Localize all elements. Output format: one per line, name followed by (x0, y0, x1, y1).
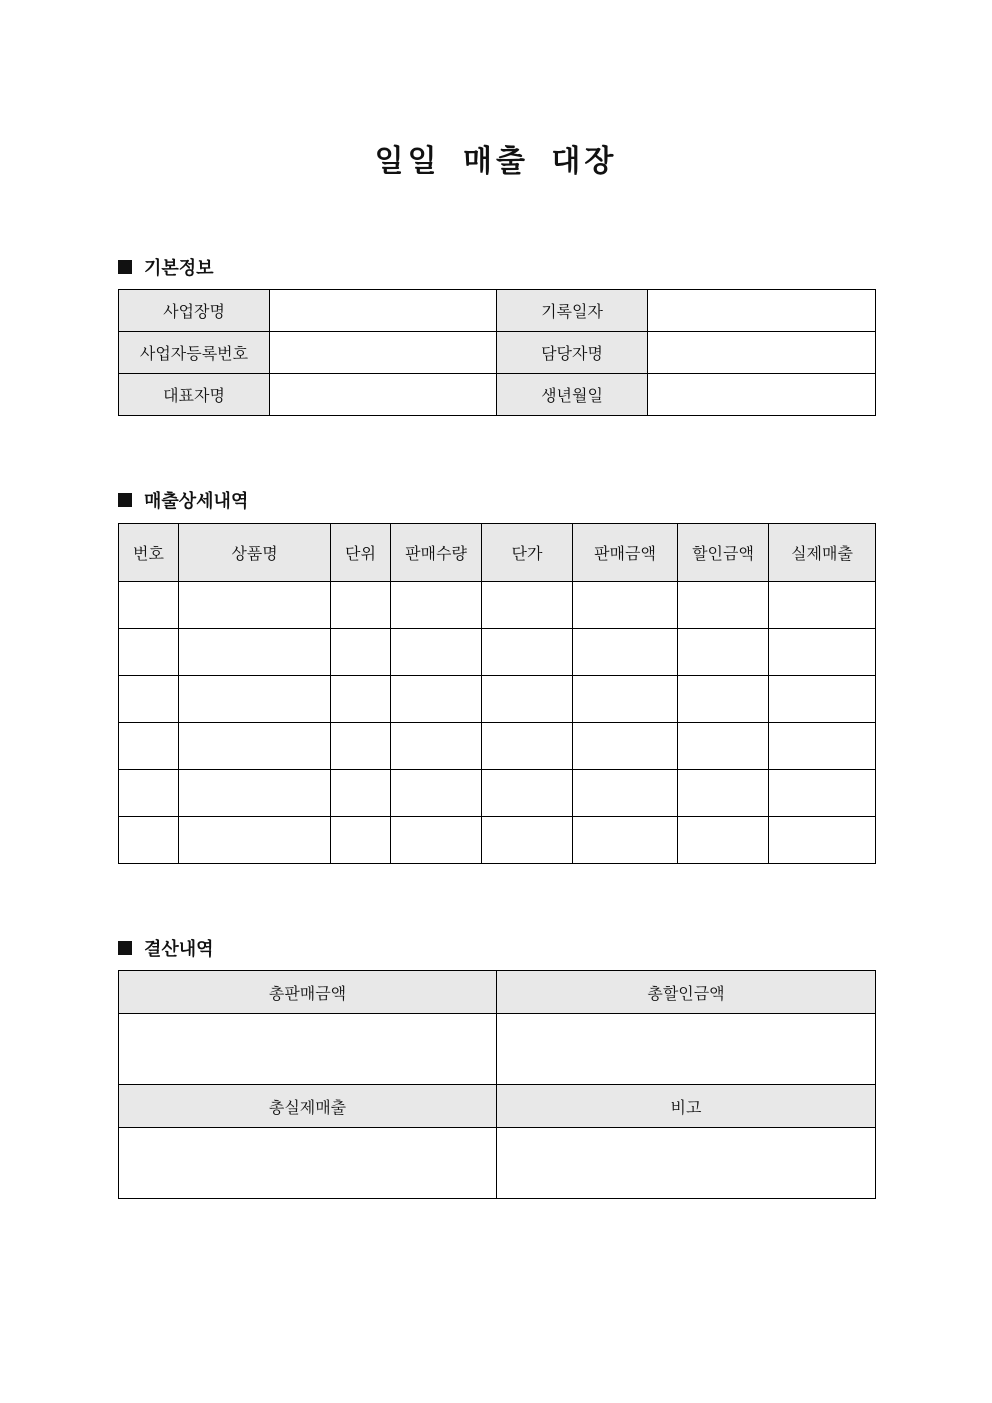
table-row (119, 817, 876, 864)
field-total-discount-amount[interactable] (497, 1014, 876, 1085)
table-cell[interactable] (678, 629, 769, 676)
field-representative-name[interactable] (270, 374, 497, 416)
field-business-name[interactable] (270, 290, 497, 332)
field-remarks[interactable] (497, 1128, 876, 1199)
basic-info-row (119, 332, 876, 374)
field-label-representative-name: 대표자명 (119, 374, 270, 416)
table-cell[interactable] (119, 817, 179, 864)
column-header-product-name: 상품명 (179, 524, 331, 582)
settlement-header-row (119, 971, 876, 1014)
section-heading-sales-detail (118, 487, 248, 513)
field-label-record-date: 기록일자 (497, 290, 648, 332)
table-cell[interactable] (331, 723, 391, 770)
field-label-birth-date: 생년월일 (497, 374, 648, 416)
table-cell[interactable] (331, 629, 391, 676)
settlement-value-row (119, 1128, 876, 1199)
field-business-reg-number[interactable] (270, 332, 497, 374)
table-cell[interactable] (179, 817, 331, 864)
field-total-actual-sales[interactable] (119, 1128, 497, 1199)
settlement-header-row (119, 1085, 876, 1128)
square-bullet-icon (118, 493, 132, 507)
settlement-table (118, 970, 876, 1199)
table-cell[interactable] (482, 629, 573, 676)
field-label-business-reg-number: 사업자등록번호 (119, 332, 270, 374)
table-cell[interactable] (678, 676, 769, 723)
basic-info-row (119, 374, 876, 416)
label-total-actual-sales: 총실제매출 (119, 1085, 497, 1128)
table-row (119, 723, 876, 770)
field-birth-date[interactable] (648, 374, 876, 416)
field-record-date[interactable] (648, 290, 876, 332)
label-total-sales-amount: 총판매금액 (119, 971, 497, 1014)
sales-header-row (119, 524, 876, 582)
table-cell[interactable] (179, 582, 331, 629)
column-header-actual-sales: 실제매출 (769, 524, 876, 582)
table-cell[interactable] (573, 770, 678, 817)
table-cell[interactable] (678, 582, 769, 629)
table-cell[interactable] (769, 723, 876, 770)
table-cell[interactable] (391, 582, 482, 629)
table-cell[interactable] (769, 582, 876, 629)
table-cell[interactable] (119, 770, 179, 817)
table-cell[interactable] (769, 629, 876, 676)
table-cell[interactable] (179, 770, 331, 817)
table-cell[interactable] (678, 723, 769, 770)
field-label-business-name: 사업장명 (119, 290, 270, 332)
column-header-sales-amount: 판매금액 (573, 524, 678, 582)
table-cell[interactable] (482, 770, 573, 817)
table-cell[interactable] (391, 723, 482, 770)
section-heading-label: 매출상세내역 (144, 491, 249, 512)
square-bullet-icon (118, 260, 132, 274)
field-label-manager-name: 담당자명 (497, 332, 648, 374)
table-cell[interactable] (391, 676, 482, 723)
basic-info-row (119, 290, 876, 332)
table-cell[interactable] (769, 817, 876, 864)
page-title: 일일 매출 대장 (374, 144, 618, 179)
section-heading-basic-info (118, 254, 214, 280)
section-heading-label: 기본정보 (144, 258, 214, 279)
table-row (119, 676, 876, 723)
table-cell[interactable] (482, 817, 573, 864)
field-total-sales-amount[interactable] (119, 1014, 497, 1085)
column-header-quantity: 판매수량 (391, 524, 482, 582)
table-cell[interactable] (482, 676, 573, 723)
table-cell[interactable] (573, 582, 678, 629)
table-cell[interactable] (678, 770, 769, 817)
table-cell[interactable] (179, 723, 331, 770)
table-cell[interactable] (391, 629, 482, 676)
table-cell[interactable] (573, 723, 678, 770)
table-cell[interactable] (769, 770, 876, 817)
table-row (119, 770, 876, 817)
table-cell[interactable] (119, 723, 179, 770)
table-cell[interactable] (119, 582, 179, 629)
table-row (119, 582, 876, 629)
square-bullet-icon (118, 941, 132, 955)
table-cell[interactable] (331, 582, 391, 629)
table-cell[interactable] (482, 582, 573, 629)
table-cell[interactable] (331, 676, 391, 723)
basic-info-table (118, 289, 876, 416)
table-cell[interactable] (331, 817, 391, 864)
table-cell[interactable] (119, 629, 179, 676)
label-remarks: 비고 (497, 1085, 876, 1128)
table-cell[interactable] (391, 770, 482, 817)
column-header-number: 번호 (119, 524, 179, 582)
table-cell[interactable] (119, 676, 179, 723)
table-cell[interactable] (482, 723, 573, 770)
column-header-unit: 단위 (331, 524, 391, 582)
table-cell[interactable] (179, 676, 331, 723)
column-header-discount-amount: 할인금액 (678, 524, 769, 582)
table-cell[interactable] (391, 817, 482, 864)
table-row (119, 629, 876, 676)
sales-detail-table (118, 523, 876, 864)
section-heading-settlement (118, 935, 214, 961)
table-cell[interactable] (678, 817, 769, 864)
settlement-value-row (119, 1014, 876, 1085)
label-total-discount-amount: 총할인금액 (497, 971, 876, 1014)
field-manager-name[interactable] (648, 332, 876, 374)
table-cell[interactable] (573, 629, 678, 676)
table-cell[interactable] (331, 770, 391, 817)
column-header-unit-price: 단가 (482, 524, 573, 582)
section-heading-label: 결산내역 (144, 939, 214, 960)
table-cell[interactable] (573, 676, 678, 723)
table-cell[interactable] (769, 676, 876, 723)
table-cell[interactable] (573, 817, 678, 864)
table-cell[interactable] (179, 629, 331, 676)
